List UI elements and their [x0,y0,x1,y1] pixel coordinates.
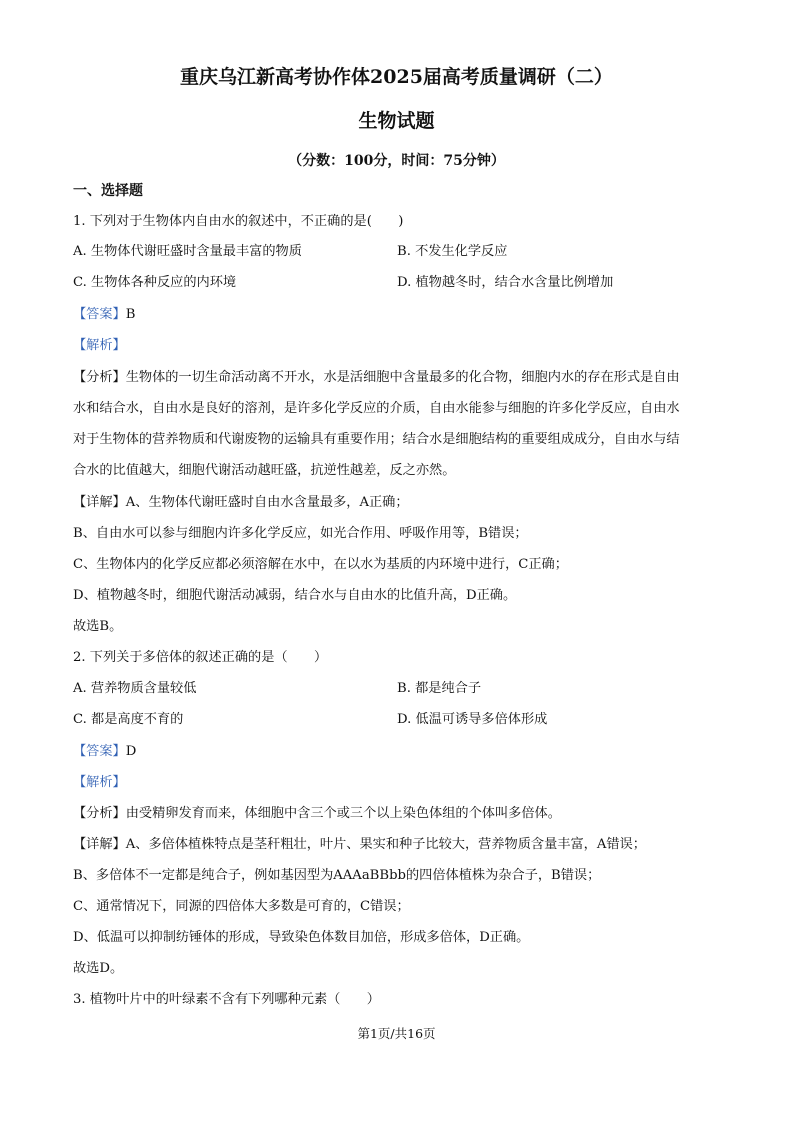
q1-detail-line-2: B、自由水可以参与细胞内许多化学反应，如光合作用、呼吸作用等，B错误； [73,526,528,541]
detail-text: A、生物体代谢旺盛时自由水含量最多，A正确； [125,495,409,510]
q2-conclusion: 故选D。 [73,961,124,976]
q1-detail-line-3: C、生物体内的化学反应都必须溶解在水中，在以水为基质的内环境中进行，C正确； [73,557,568,572]
q2-option-b: B. 都是纯合子 [397,681,482,696]
q2-option-a: A. 营养物质含量较低 [73,681,197,696]
q1-option-d: D. 植物越冬时，结合水含量比例增加 [397,275,614,290]
q2-stem: 2. 下列关于多倍体的叙述正确的是（ ） [73,650,328,665]
q3-stem: 3. 植物叶片中的叶绿素不含有下列哪种元素（ ） [73,992,380,1007]
q1-answer [73,305,135,325]
detail-tag: 【详解】 [73,837,126,852]
subject-title: 生物试题 [358,110,435,132]
q2-detail-line-3: C、通常情况下，同源的四倍体大多数是可育的，C错误； [73,899,410,914]
exam-info: （分数：100分，时间：75分钟） [288,153,505,169]
q2-answer [73,742,136,762]
q1-detail-line-4: D、植物越冬时，细胞代谢活动减弱，结合水与自由水的比值升高，D正确。 [73,588,517,603]
answer-tag: 【答案】 [73,307,126,322]
q1-analysis-tag: 【解析】 [73,338,126,353]
q1-fenxi-line-1 [73,368,680,388]
q2-detail-line-4: D、低温可以抑制纺锤体的形成，导致染色体数目加倍，形成多倍体，D正确。 [73,930,530,945]
q1-option-b: B. 不发生化学反应 [397,244,508,259]
q1-option-c: C. 生物体各种反应的内环境 [73,275,237,290]
q1-detail-line-1 [73,493,409,513]
detail-text: A、多倍体植株特点是茎秆粗壮，叶片、果实和种子比较大，营养物质含量丰富，A错误； [125,837,646,852]
q2-option-d: D. 低温可诱导多倍体形成 [397,712,548,727]
q2-detail-line-1 [73,835,646,855]
answer-value: D [125,744,137,759]
q1-fenxi-line-2: 水和结合水，自由水是良好的溶剂，是许多化学反应的介质，自由水能参与细胞的许多化学反应，自由水 [73,401,680,416]
q1-fenxi-line-4: 合水的比值越大，细胞代谢活动越旺盛，抗逆性越差，反之亦然。 [73,463,456,478]
q1-option-a: A. 生物体代谢旺盛时含量最丰富的物质 [73,244,302,259]
q2-analysis-tag: 【解析】 [73,775,126,790]
q2-fenxi-line-1 [73,804,561,824]
q2-detail-line-2: B、多倍体不一定都是纯合子，例如基因型为AAAaBBbb的四倍体植株为杂合子，B错误； [73,868,601,883]
answer-tag: 【答案】 [73,744,126,759]
q1-conclusion: 故选B。 [73,619,123,634]
fenxi-text: 由受精卵发育而来，体细胞中含三个或三个以上染色体组的个体叫多倍体。 [125,806,561,821]
exam-title: 重庆乌江新高考协作体2025届高考质量调研（二） [180,66,613,88]
section-heading: 一、选择题 [73,183,143,199]
detail-tag: 【详解】 [73,495,126,510]
q2-option-c: C. 都是高度不育的 [73,712,184,727]
q1-stem: 1. 下列对于生物体内自由水的叙述中，不正确的是( ) [73,214,404,229]
fenxi-tag: 【分析】 [73,806,126,821]
fenxi-tag: 【分析】 [73,370,126,385]
answer-value: B [125,307,136,322]
fenxi-text: 生物体的一切生命活动离不开水，水是活细胞中含量最多的化合物，细胞内水的存在形式是自由 [125,370,680,385]
q1-fenxi-line-3: 对于生物体的营养物质和代谢废物的运输具有重要作用；结合水是细胞结构的重要组成成分，自由水与结 [73,432,680,447]
page-footer: 第1页/共16页 [357,1026,436,1041]
